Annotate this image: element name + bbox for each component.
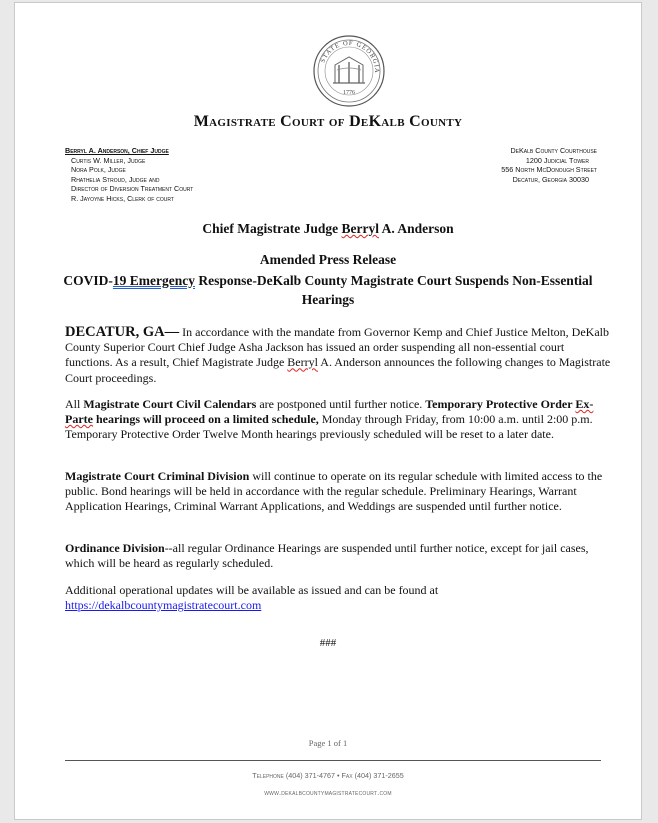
ex-parte-bold: Ex-Parte <box>65 397 594 427</box>
judge-line: Rhathelia Stroud, Judge and <box>71 174 160 184</box>
dateline: DECATUR, GA— <box>65 324 180 340</box>
clerk-line: R. Jayoyne Hicks, Clerk of court <box>71 193 174 203</box>
document-page <box>14 2 642 820</box>
press-release-subject <box>55 271 601 309</box>
svg-text:STATE OF GEORGIA <box>320 40 380 74</box>
judge-suffix: A. Anderson <box>378 221 454 236</box>
address-line: DeKalb County Courthouse <box>510 146 597 155</box>
footer-divider <box>65 760 601 761</box>
footer-phone-fax: Telephone (404) 371-4767 • Fax (404) 371-2655 <box>252 771 404 780</box>
courthouse-address <box>501 146 597 184</box>
address-line: 556 North McDonough Street <box>501 165 597 175</box>
address-line: 1200 Judicial Tower <box>525 155 589 165</box>
address-line: Decatur, Georgia 30030 <box>512 174 589 184</box>
criminal-text: will continue to operate on its regular schedule with limited access to the public. Bond hearings will be held in accordance with the regular schedule. Preliminary Hearings, Warrant Application Hearings, Criminal Warrant Applications, and Weddings are suspended until further notice. <box>65 469 603 514</box>
intro-judge-name: Berryl <box>287 355 318 370</box>
footer-website: www.dekalbcountymagistratecourt.com <box>264 788 392 797</box>
judges-list <box>67 146 193 204</box>
civil-text-a: All <box>65 397 84 411</box>
civil-text-b: are postponed until further notice. <box>256 397 426 411</box>
paragraph-civil <box>65 397 613 443</box>
paragraph-criminal <box>65 469 613 515</box>
ordinance-division-bold: Ordinance Division <box>65 541 165 555</box>
civil-calendars-bold: Magistrate Court Civil Calendars <box>83 397 257 411</box>
criminal-division-bold: Magistrate Court Criminal Division <box>65 469 250 483</box>
page-number: Page 1 of 1 <box>308 738 348 748</box>
seal-year: 1776 <box>343 90 355 96</box>
intro-text-a: In accordance with the mandate from Governor Kemp and Chief Justice Melton, DeKalb County Superior Court Chief Judge Asha Jackson has issued an order suspending all non-essential court functions. As a result, Chief Magistrate Judge <box>65 325 609 370</box>
paragraph-ordinance <box>65 541 613 571</box>
judge-line: Curtis W. Miller, Judge <box>71 155 146 165</box>
end-mark: ### <box>319 637 337 649</box>
chief-judge-name: Berryl A. Anderson, Chief Judge <box>65 146 169 155</box>
ordinance-text: --all regular Ordinance Hearings are suspended until further notice, except for jail cases, which will be heard as regularly scheduled. <box>65 541 589 571</box>
paragraph-intro <box>65 325 613 386</box>
civil-text-c: Monday through Friday, from 10:00 a.m. until 2:00 p.m. Temporary Protective Order Twelve Month hearings previously scheduled will be reset to a later date. <box>65 412 593 442</box>
website-link[interactable]: https://dekalbcountymagistratecourt.com <box>65 598 262 613</box>
subject-emphasis: 19 Emergency <box>112 273 196 288</box>
judge-line: Director of Diversion Treatment Court <box>71 184 194 194</box>
updates-text: Additional operational updates will be available as issued and can be found at <box>65 583 439 597</box>
subject-prefix: COVID- <box>63 273 113 288</box>
release-type-heading: Amended Press Release <box>259 252 397 267</box>
judge-line: Nora Polk, Judge <box>71 165 126 175</box>
subject-rest: Response-DeKalb County Magistrate Court Suspends Non-Essential Hearings <box>195 273 593 307</box>
judge-name-misspelled: Berryl <box>341 221 379 236</box>
tpo-bold-b: hearings will proceed on a limited schedule, <box>92 412 319 427</box>
judge-prefix: Chief Magistrate Judge <box>202 221 342 236</box>
paragraph-updates <box>65 583 613 613</box>
court-title: Magistrate Court of DeKalb County <box>193 113 463 130</box>
chief-judge-heading <box>55 221 601 237</box>
seal-top-text: STATE OF GEORGIA <box>319 39 381 74</box>
georgia-state-seal-icon <box>313 35 385 107</box>
intro-text-b: A. Anderson announces the following changes to Magistrate Court proceedings. <box>65 355 611 385</box>
tpo-bold-a: Temporary Protective Order <box>425 397 576 411</box>
